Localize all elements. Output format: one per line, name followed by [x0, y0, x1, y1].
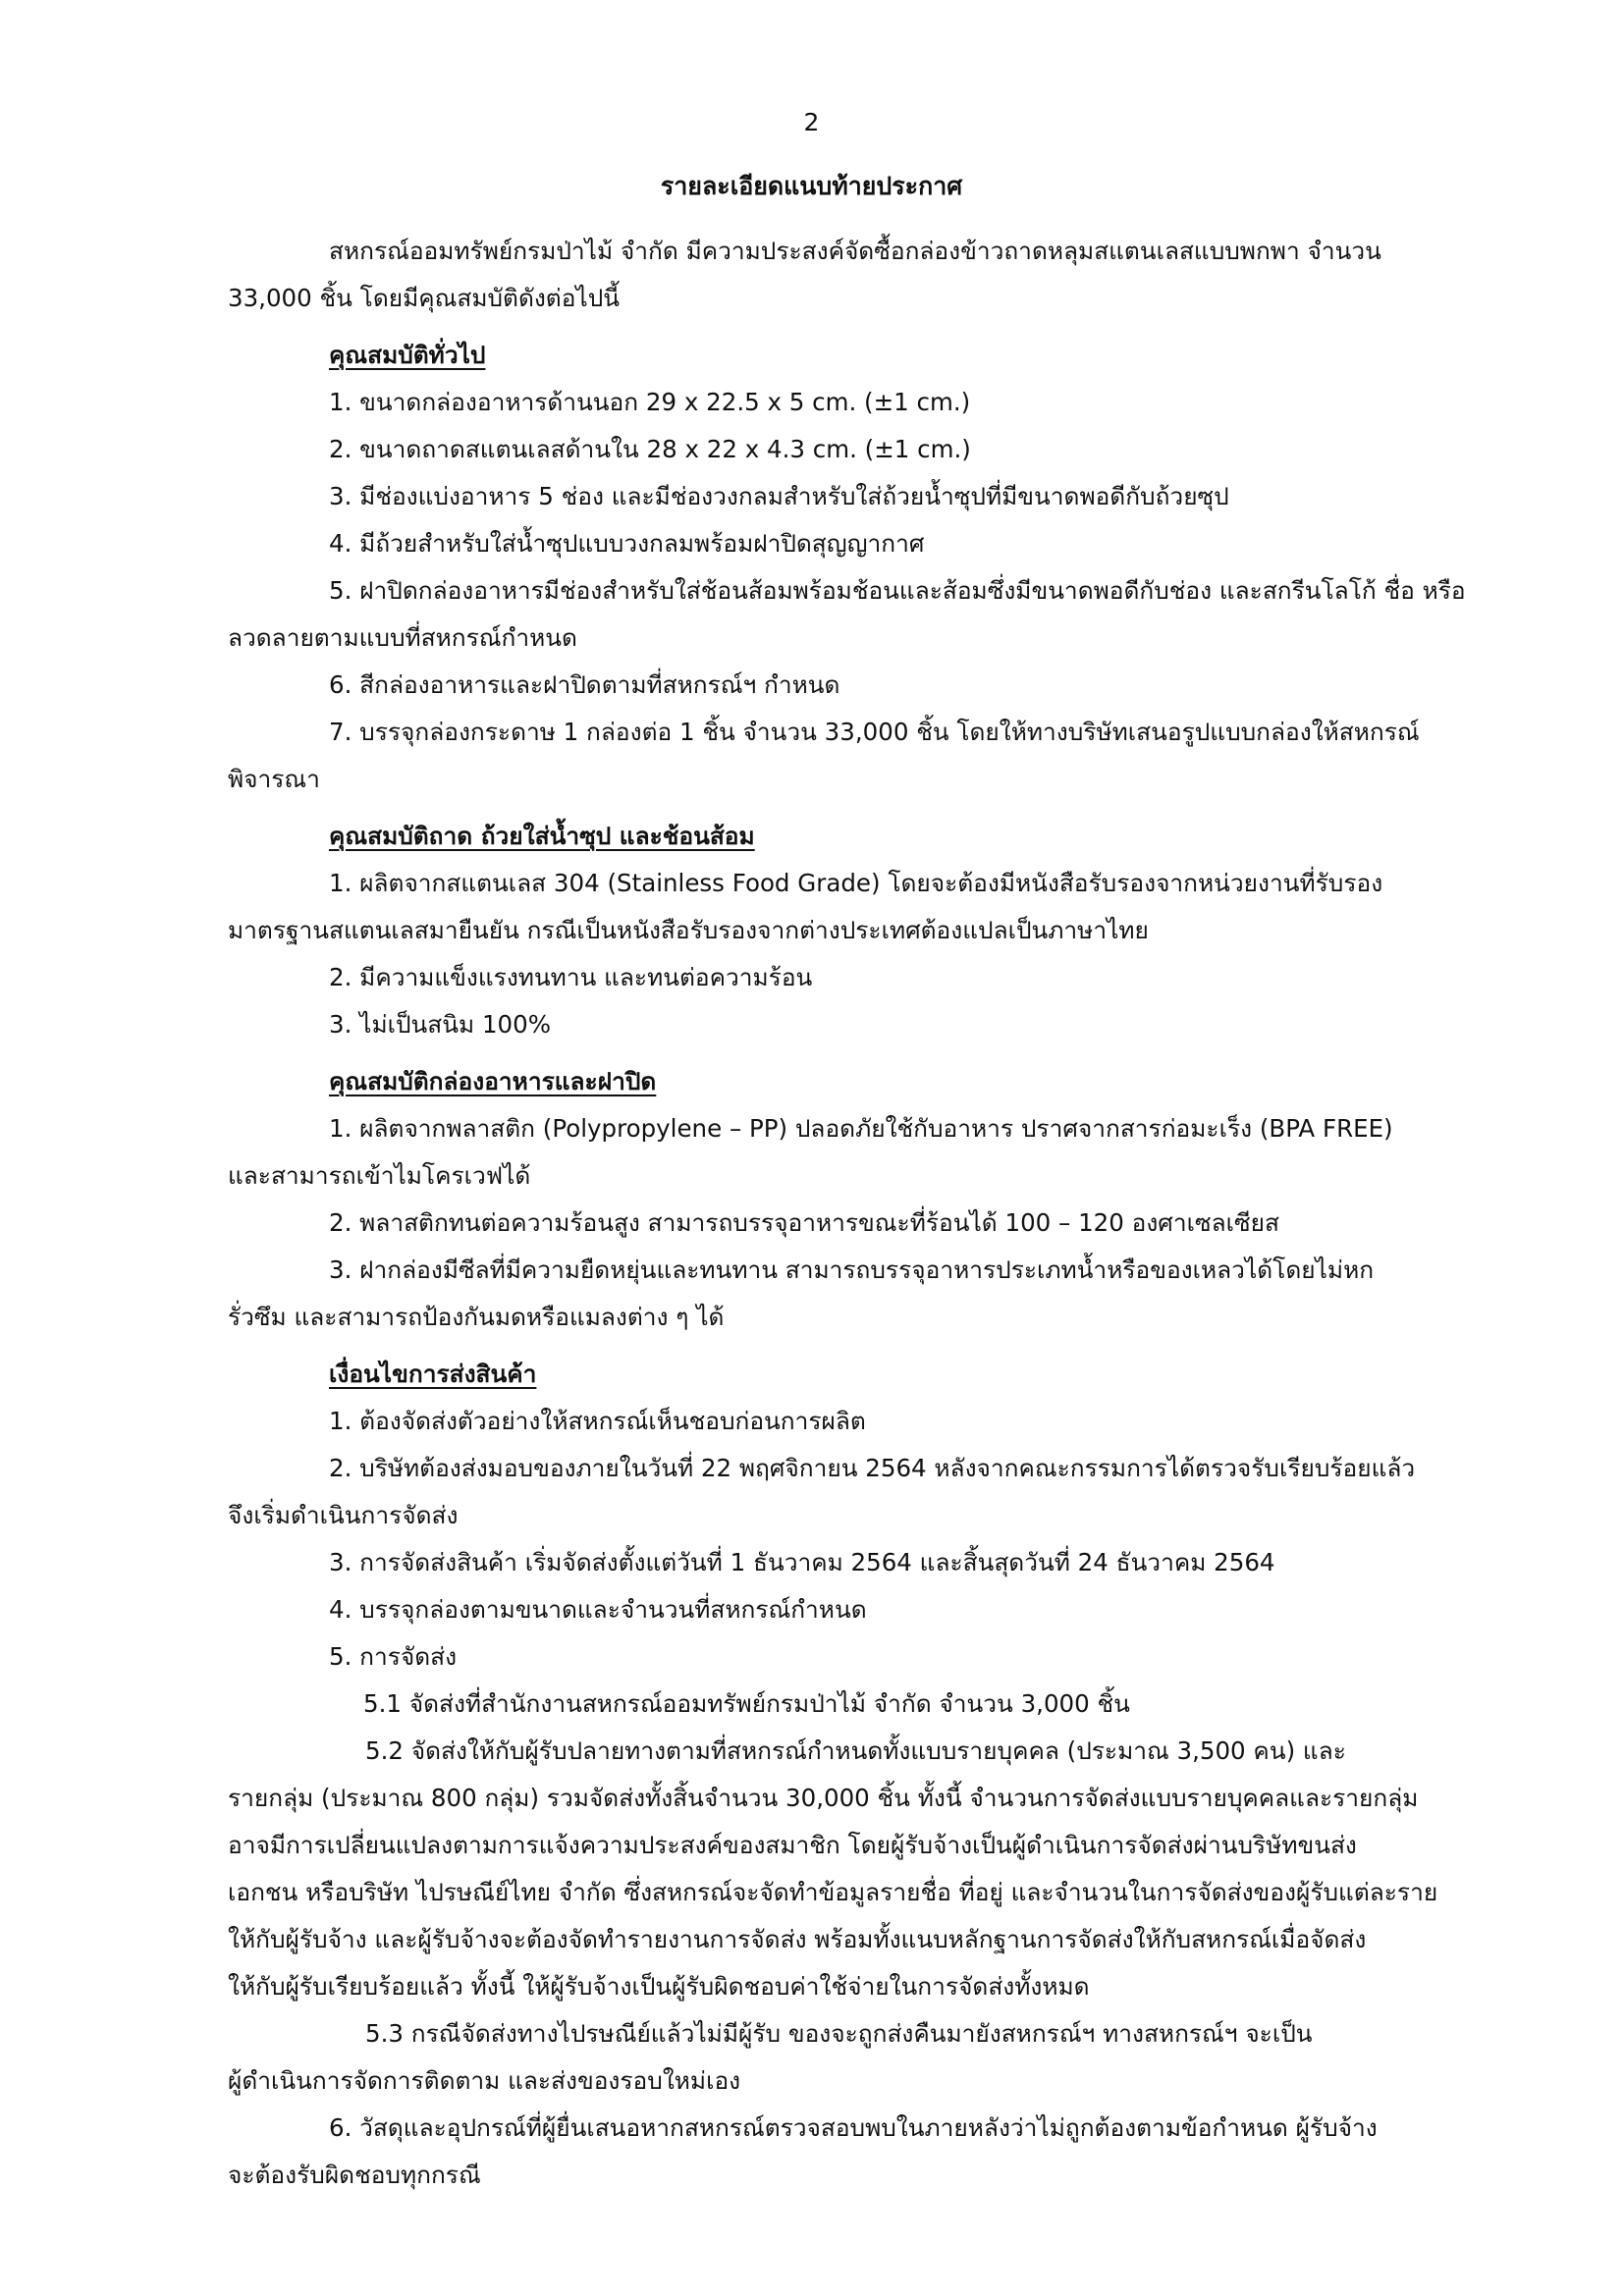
general-item: 7. บรรจุกล่องกระดาษ 1 กล่องต่อ 1 ชิ้น จำนวน 33,000 ชิ้น โดยให้ทางบริษัทเสนอรูปแบบกล่องให้สหกรณ์: [329, 718, 1420, 746]
tray-item: 3. ไม่เป็นสนิม 100%: [329, 1010, 551, 1039]
general-item-continued: พิจารณา: [228, 765, 320, 793]
general-item: 6. สีกล่องอาหารและฝาปิดตามที่สหกรณ์ฯ กำหนด: [329, 670, 840, 699]
section-heading-delivery: เงื่อนไขการส่งสินค้า: [329, 1360, 537, 1388]
general-item: 4. มีถ้วยสำหรับใส่น้ำซุปแบบวงกลมพร้อมฝาปิดสุญญากาศ: [329, 529, 925, 558]
delivery-item: 4. บรรจุกล่องตามขนาดและจำนวนที่สหกรณ์กำหนด: [329, 1595, 867, 1624]
section-heading-tray: คุณสมบัติถาด ถ้วยใส่น้ำซุป และช้อนส้อม: [329, 822, 755, 850]
intro-line: 33,000 ชิ้น โดยมีคุณสมบัติดังต่อไปนี้: [228, 284, 621, 312]
page-number: 2: [803, 108, 820, 136]
delivery-item: 1. ต้องจัดส่งตัวอย่างให้สหกรณ์เห็นชอบก่อนการผลิต: [329, 1407, 866, 1435]
document-body: [228, 228, 1466, 2199]
delivery-item: 6. วัสดุและอุปกรณ์ที่ผู้ยื่นเสนอหากสหกรณ์ตรวจสอบพบในภายหลังว่าไม่ถูกต้องตามข้อกำหนด ผู้รับจ้าง: [329, 2113, 1378, 2142]
delivery-subitem-continued: ผู้ดำเนินการจัดการติดตาม และส่งของรอบใหม่เอง: [228, 2066, 741, 2095]
general-item: 2. ขนาดถาดสแตนเลสด้านใน 28 x 22 x 4.3 cm. (±1 cm.): [329, 435, 971, 463]
intro-line: สหกรณ์ออมทรัพย์กรมป่าไม้ จำกัด มีความประสงค์จัดซื้อกล่องข้าวถาดหลุมสแตนเลสแบบพกพา จำนวน: [329, 237, 1381, 265]
general-item-continued: ลวดลายตามแบบที่สหกรณ์กำหนด: [228, 623, 577, 652]
delivery-subitem-continued: เอกชน หรือบริษัท ไปรษณีย์ไทย จำกัด ซึ่งสหกรณ์จะจัดทำข้อมูลรายชื่อ ที่อยู่ และจำนวนในการจัดส่งของผู้รับแต่ละราย: [228, 1878, 1438, 1906]
document-title: รายละเอียดแนบท้ายประกาศ: [660, 172, 963, 200]
general-item: 5. ฝาปิดกล่องอาหารมีช่องสำหรับใส่ช้อนส้อมพร้อมช้อนและส้อมซึ่งมีขนาดพอดีกับช่อง และสกรีนโลโก้ ชื่อ หรือ: [329, 576, 1466, 605]
delivery-item: 2. บริษัทต้องส่งมอบของภายในวันที่ 22 พฤศจิกายน 2564 หลังจากคณะกรรมการได้ตรวจรับเรียบร้อยแล้ว: [329, 1454, 1416, 1482]
general-item: 3. มีช่องแบ่งอาหาร 5 ช่อง และมีช่องวงกลมสำหรับใส่ถ้วยน้ำซุปที่มีขนาดพอดีกับถ้วยซุป: [329, 482, 1229, 510]
delivery-item-continued: จึงเริ่มดำเนินการจัดส่ง: [228, 1501, 459, 1529]
section-heading-box: คุณสมบัติกล่องอาหารและฝาปิด: [329, 1067, 657, 1095]
box-item: 1. ผลิตจากพลาสติก (Polypropylene – PP) ปลอดภัยใช้กับอาหาร ปราศจากสารก่อมะเร็ง (BPA FREE): [329, 1114, 1393, 1143]
delivery-subitem-continued: ให้กับผู้รับจ้าง และผู้รับจ้างจะต้องจัดทำรายงานการจัดส่ง พร้อมทั้งแนบหลักฐานการจัดส่งให้กับสหกรณ์เมื่อจัดส่ง: [228, 1925, 1367, 1953]
tray-item: 2. มีความแข็งแรงทนทาน และทนต่อความร้อน: [329, 963, 813, 991]
delivery-subitem-continued: อาจมีการเปลี่ยนแปลงตามการแจ้งความประสงค์ของสมาชิก โดยผู้รับจ้างเป็นผู้ดำเนินการจัดส่งผ่านบริษัทขนส่ง: [228, 1831, 1357, 1859]
box-item-continued: รั่วซึม และสามารถป้องกันมดหรือแมลงต่าง ๆ ได้: [228, 1303, 725, 1331]
delivery-item: 3. การจัดส่งสินค้า เริ่มจัดส่งตั้งแต่วันที่ 1 ธันวาคม 2564 และสิ้นสุดวันที่ 24 ธันวาคม 2564: [329, 1548, 1275, 1576]
section-heading-general: คุณสมบัติทั่วไป: [329, 341, 486, 369]
delivery-subitem-continued: รายกลุ่ม (ประมาณ 800 กลุ่ม) รวมจัดส่งทั้งสิ้นจำนวน 30,000 ชิ้น ทั้งนี้ จำนวนการจัดส่งแบบรายบุคคลและรายกลุ่ม: [228, 1784, 1419, 1812]
tray-item-continued: มาตรฐานสแตนเลสมายืนยัน กรณีเป็นหนังสือรับรองจากต่างประเทศต้องแปลเป็นภาษาไทย: [228, 916, 1149, 944]
box-item-continued: และสามารถเข้าไมโครเวฟได้: [228, 1161, 531, 1190]
delivery-item-continued: จะต้องรับผิดชอบทุกกรณี: [228, 2161, 481, 2189]
box-item: 3. ฝากล่องมีซีลที่มีความยืดหยุ่นและทนทาน สามารถบรรจุอาหารประเภทน้ำหรือของเหลวได้โดยไม่หก: [329, 1255, 1375, 1284]
delivery-item: 5. การจัดส่ง: [329, 1642, 458, 1671]
box-item: 2. พลาสติกทนต่อความร้อนสูง สามารถบรรจุอาหารขณะที่ร้อนได้ 100 – 120 องศาเซลเซียส: [329, 1208, 1279, 1237]
delivery-subitem: 5.1 จัดส่งที่สำนักงานสหกรณ์ออมทรัพย์กรมป่าไม้ จำกัด จำนวน 3,000 ชิ้น: [363, 1689, 1130, 1718]
delivery-subitem: 5.2 จัดส่งให้กับผู้รับปลายทางตามที่สหกรณ์กำหนดทั้งแบบรายบุคคล (ประมาณ 3,500 คน) และ: [365, 1736, 1346, 1765]
delivery-subitem: 5.3 กรณีจัดส่งทางไปรษณีย์แล้วไม่มีผู้รับ ของจะถูกส่งคืนมายังสหกรณ์ฯ ทางสหกรณ์ฯ จะเป็น: [365, 2019, 1313, 2048]
delivery-subitem-continued: ให้กับผู้รับเรียบร้อยแล้ว ทั้งนี้ ให้ผู้รับจ้างเป็นผู้รับผิดชอบค่าใช้จ่ายในการจัดส่งทั้งหมด: [228, 1972, 1090, 2001]
general-item: 1. ขนาดกล่องอาหารด้านนอก 29 x 22.5 x 5 cm. (±1 cm.): [329, 388, 971, 416]
tray-item: 1. ผลิตจากสแตนเลส 304 (Stainless Food Grade) โดยจะต้องมีหนังสือรับรองจากหน่วยงานที่รับรอง: [329, 869, 1383, 897]
